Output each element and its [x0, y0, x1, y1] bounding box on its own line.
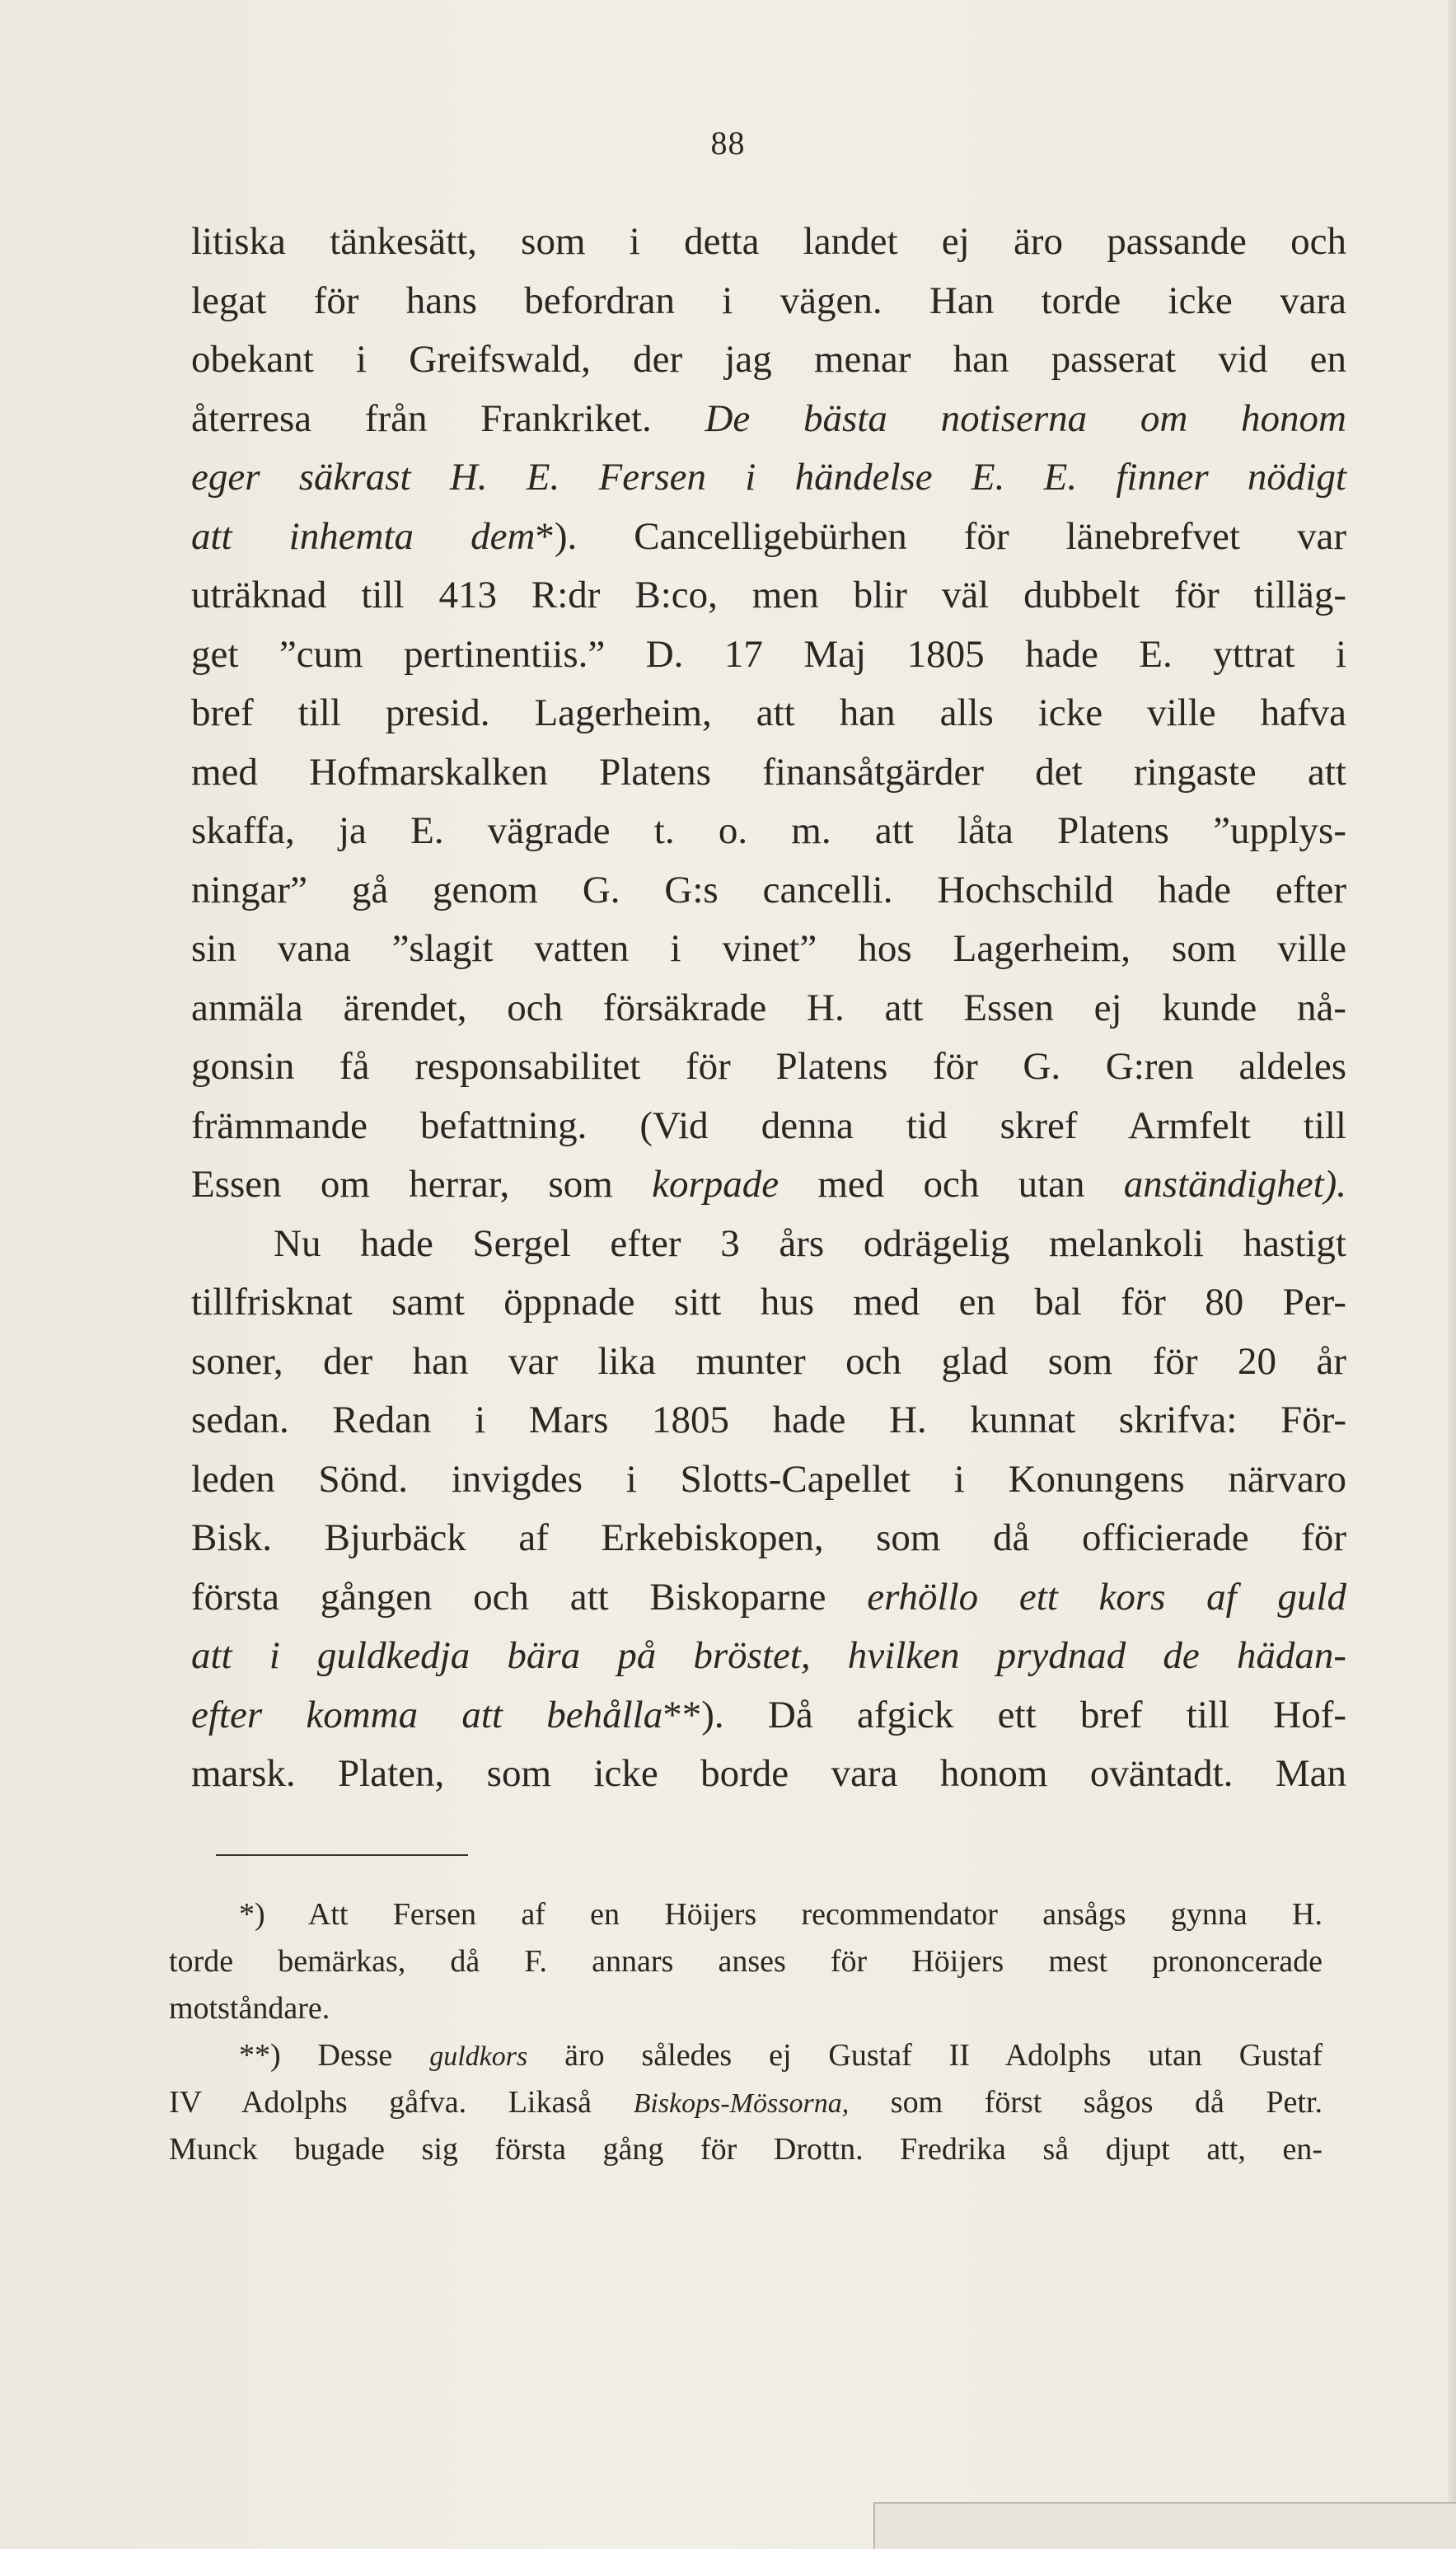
text-line: ningar” gå genom G. G:s cancelli. Hochschild hade efter: [191, 868, 1346, 911]
footnotes: [169, 1891, 1323, 2173]
text-line: Bisk. Bjurbäck af Erkebiskopen, som då officierade för: [191, 1516, 1346, 1559]
text-line: obekant i Greifswald, der jag menar han passerat vid en: [191, 338, 1346, 381]
text-line: [191, 1686, 1346, 1745]
text-line: tillfrisknat samt öppnade sitt hus med en bal för 80 Per-: [191, 1281, 1346, 1324]
text-line: sedan. Redan i Mars 1805 hade H. kunnat skrifva: För-: [191, 1399, 1346, 1441]
body-text: [191, 213, 1346, 1804]
footnote-line: *) Att Fersen af en Höijers recommendator ansågs gynna H.: [239, 1897, 1323, 1932]
text-segment: Då afgick ett bref till Hof-: [767, 1693, 1347, 1736]
footnote-ref: **).: [662, 1693, 724, 1736]
page-edge: [1448, 0, 1456, 2549]
page-edge: [873, 2502, 1456, 2549]
text-line: uträknad till 413 R:dr B:co, men blir väl dubbelt för tilläg-: [191, 574, 1346, 616]
text-segment: med och utan: [817, 1163, 1085, 1206]
italic-segment: efter komma att behålla: [191, 1693, 663, 1736]
text-line: Nu hade Sergel efter 3 års odrägelig melankoli hastigt: [274, 1221, 1346, 1265]
text-line: bref till presid. Lagerheim, att han alls icke ville hafva: [191, 691, 1346, 734]
footnote-divider: [216, 1854, 468, 1856]
text-line: sin vana ”slagit vatten i vinet” hos Lagerheim, som ville: [191, 927, 1346, 970]
italic-segment: Biskops-Mössorna,: [633, 2088, 850, 2119]
text-line: [191, 1568, 1346, 1628]
text-segment: första gången och att Biskoparne: [191, 1575, 826, 1619]
text-line: att i guldkedja bära på bröstet, hvilken prydnad de hädan-: [191, 1634, 1346, 1677]
italic-segment: guldkors: [429, 2041, 528, 2072]
italic-segment: anständighet).: [1123, 1163, 1347, 1206]
text-line: främmande befattning. (Vid denna tid skref Armfelt till: [191, 1103, 1346, 1147]
text-line: marsk. Platen, som icke borde vara honom oväntadt. Man: [191, 1752, 1346, 1795]
footnote-line: torde bemärkas, då F. annars anses för Höijers mest prononcerade: [169, 1944, 1323, 1979]
text-line: soner, der han var lika munter och glad som för 20 år: [191, 1339, 1346, 1383]
text-segment: som först sågos då Petr.: [890, 2085, 1323, 2120]
italic-segment: att inhemta dem: [191, 514, 536, 558]
text-segment: återresa från Frankriket.: [191, 396, 652, 440]
italic-segment: korpade: [652, 1163, 779, 1206]
text-line: litiska tänkesätt, som i detta landet ej äro passande och: [191, 220, 1346, 263]
text-segment: IV Adolphs gåfva. Likaså: [169, 2085, 592, 2120]
italic-segment: erhöllo ett kors af guld: [867, 1575, 1346, 1619]
text-line: eger säkrast H. E. Fersen i händelse E. E. finner nödigt: [191, 456, 1346, 499]
text-line: anmäla ärendet, och försäkrade H. att Essen ej kunde nå-: [191, 986, 1346, 1029]
text-line: get ”cum pertinentiis.” D. 17 Maj 1805 hade E. yttrat i: [191, 632, 1346, 676]
text-line: legat för hans befordran i vägen. Han torde icke vara: [191, 279, 1346, 322]
text-line: [191, 390, 1346, 449]
text-line: leden Sönd. invigdes i Slotts-Capellet i Konungens närvaro: [191, 1457, 1346, 1501]
footnote-ref: *).: [535, 514, 578, 558]
text-line: gonsin få responsabilitet för Platens för G. G:ren aldeles: [191, 1045, 1346, 1088]
footnote-line: motståndare.: [169, 1991, 330, 2026]
text-segment: Essen om herrar, som: [191, 1163, 613, 1206]
footnote-line: Munck bugade sig första gång för Drottn. Fredrika så djupt att, en-: [169, 2132, 1323, 2167]
text-segment: äro således ej Gustaf II Adolphs utan Gustaf: [564, 2038, 1323, 2073]
text-line: [191, 1155, 1346, 1215]
page-number: 88: [710, 124, 746, 162]
text-line: [191, 508, 1346, 567]
footnote-line: [169, 2032, 1323, 2079]
text-segment: **) Desse: [239, 2038, 393, 2073]
text-line: skaffa, ja E. vägrade t. o. m. att låta Platens ”upplys-: [191, 809, 1346, 852]
footnote-line: [169, 2079, 1323, 2126]
text-segment: Cancelligebürhen för länebrefvet var: [634, 514, 1346, 558]
italic-segment: De bästa notiserna om honom: [705, 396, 1346, 440]
text-line: med Hofmarskalken Platens finansåtgärder det ringaste att: [191, 750, 1346, 794]
